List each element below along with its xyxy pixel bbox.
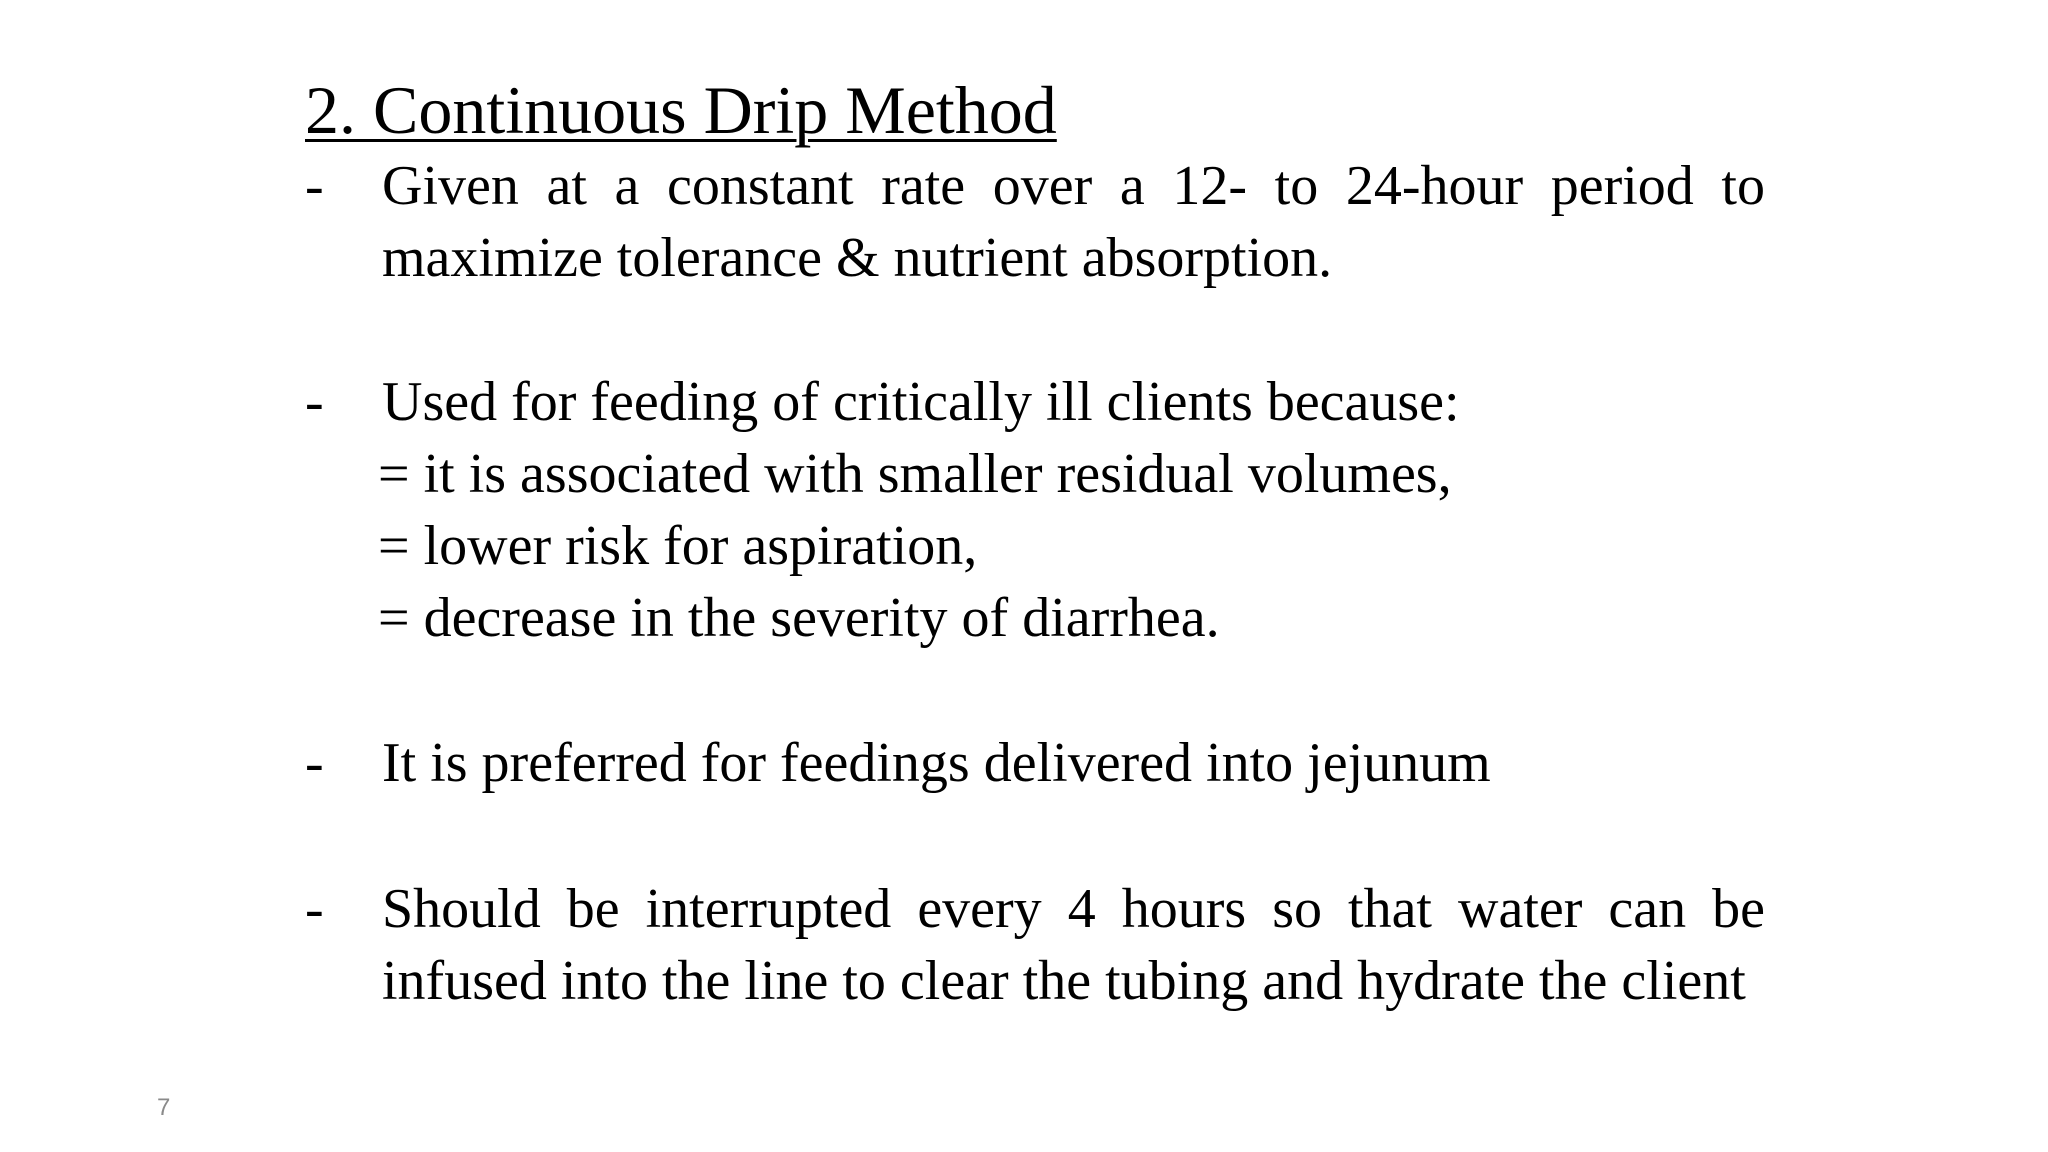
sub-item-diarrhea-severity: = decrease in the severity of diarrhea. [378, 587, 1220, 649]
bullet-marker: - [305, 878, 324, 940]
bullet-marker: - [305, 371, 324, 433]
bullet-text: Used for feeding of critically ill clients because: [382, 371, 1460, 433]
page-number: 7 [157, 1094, 171, 1121]
bullet-marker: - [305, 732, 324, 794]
sub-item-residual-volumes: = it is associated with smaller residual volumes, [378, 443, 1452, 505]
bullet-marker: - [305, 155, 324, 217]
bullet-text: Should be interrupted every 4 hours so that water can be infused into the line to clear the tubing and hydrate the client [382, 878, 1765, 1012]
sub-item-aspiration-risk: = lower risk for aspiration, [378, 515, 978, 577]
slide-title: 2. Continuous Drip Method [305, 72, 1057, 148]
bullet-text: Given at a constant rate over a 12- to 24-hour period to maximize tolerance & nutrient absorption. [382, 155, 1765, 289]
bullet-text: It is preferred for feedings delivered into jejunum [382, 732, 1491, 794]
